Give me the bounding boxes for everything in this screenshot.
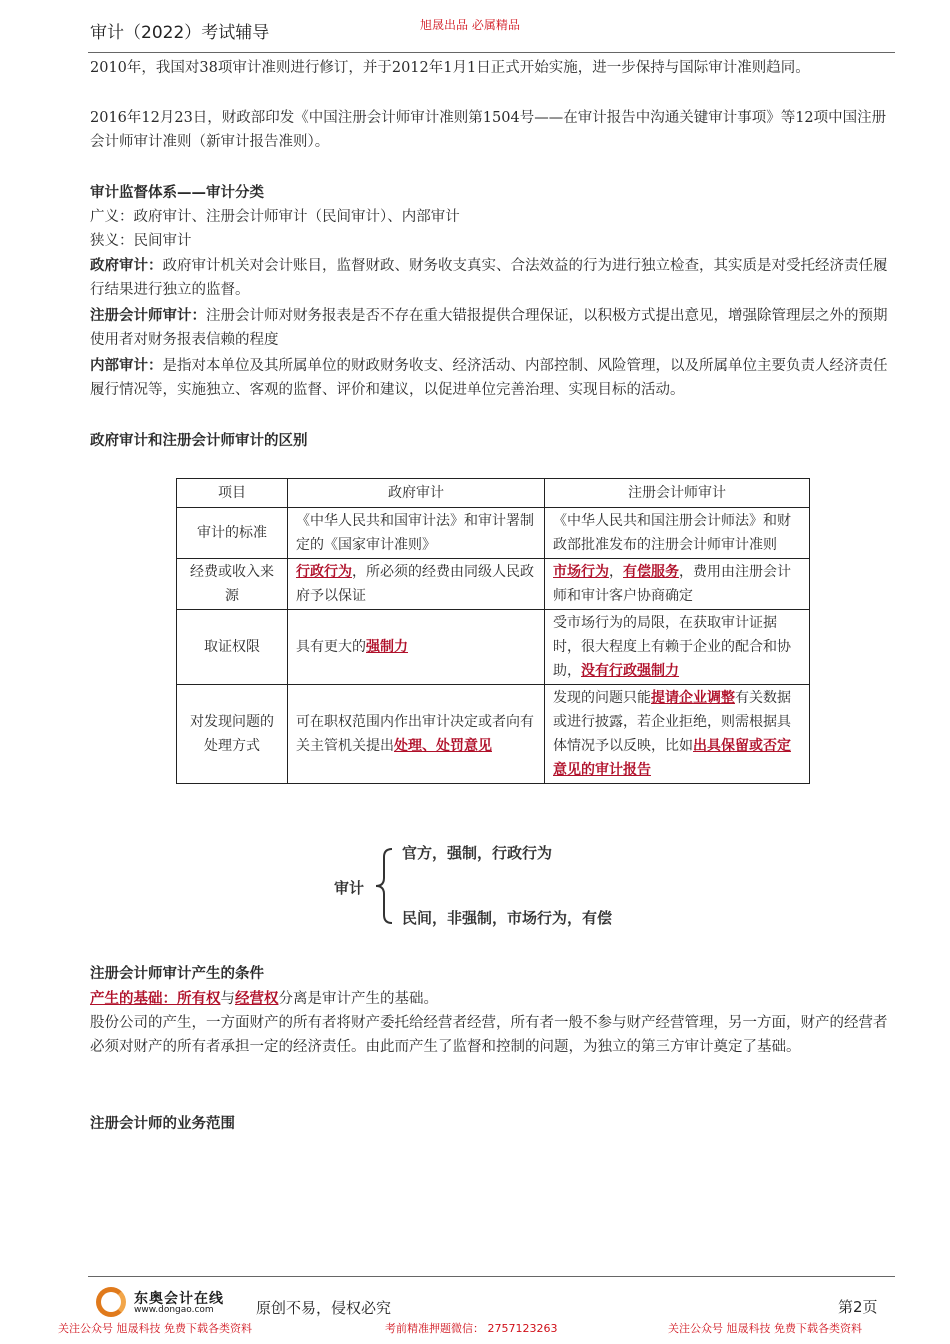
highlight-no-coercive-power: 没有行政强制力 (581, 663, 679, 679)
cpa-audit-definition (90, 304, 896, 352)
conditions-basis (90, 987, 896, 1011)
header-brand-note: 旭晟出品 必属精品 (420, 18, 520, 32)
comparison-table (176, 478, 810, 784)
cell-cpa-standard: 《中华人民共和国注册会计师法》和财政部批准发布的注册会计师审计准则 (545, 508, 810, 559)
internal-audit-text: 是指对本单位及其所属单位的财政财务收支、经济活动、内部控制、风险管理，以及所属单位主要负责人经济责任履行情况等，实施独立、客观的监督、评价和建议，以促进单位完善治理、实现目标的活动。 (90, 358, 888, 398)
row-label-evidence: 取证权限 (177, 610, 288, 685)
highlight-ownership: 产生的基础：所有权 (90, 991, 221, 1007)
cpa-evidence-text: 受市场行为的局限，在获取审计证据时，很大程度上有赖于企业的配合和协助， (553, 615, 791, 679)
promo-left: 关注公众号 旭晟科技 免费下载各类资料 (58, 1322, 252, 1335)
highlight-market-act: 市场行为 (553, 564, 609, 580)
header-cell-item: 项目 (177, 479, 288, 508)
footer-divider (88, 1276, 895, 1277)
cpa-funding-text: ，费用由注册会计师和审计客户协商确定 (553, 564, 791, 604)
highlight-request-adjustment: 提请企业调整 (651, 690, 735, 706)
highlight-coercive-power: 强制力 (366, 639, 408, 655)
section-heading-scope: 注册会计师的业务范围 (90, 1116, 235, 1132)
cell-cpa-handling (545, 685, 810, 784)
diagram-branch-official: 官方，强制，行政行为 (402, 844, 553, 862)
row-label-funding: 经费或收入来源 (177, 559, 288, 610)
table-row-funding (177, 559, 810, 610)
audit-brace-diagram (330, 840, 670, 930)
footer-slogan: 原创不易，侵权必究 (256, 1299, 392, 1317)
separator: ， (609, 564, 623, 580)
cpa-handling-text-2: 有关数据或进行披露，若企业拒绝，则需根据具体情况予以反映，比如 (553, 690, 791, 754)
narrow-definition: 狭义：民间审计 (90, 233, 192, 249)
conditions-explanation: 股份公司的产生，一方面财产的所有者将财产委托给经营者经营，所有者一般不参与财产经营管理，另一方面，财产的经营者必须对财产的所有者承担一定的经济责任。由此而产生了监督和控制的问题，为独立的第三方审计奠定了基础。 (90, 1015, 888, 1055)
cell-cpa-funding (545, 559, 810, 610)
basis-rest: 分离是审计产生的基础。 (278, 991, 438, 1007)
document-header-title: 审计（2022）考试辅导 (90, 23, 270, 43)
footer-logo-name: 东奥会计在线 (134, 1291, 224, 1307)
table-row-standard (177, 508, 810, 559)
government-audit-label: 政府审计： (90, 258, 163, 274)
table-row-handling (177, 685, 810, 784)
cpa-audit-label: 注册会计师审计： (90, 308, 206, 324)
header-cell-government: 政府审计 (288, 479, 545, 508)
promo-right: 关注公众号 旭晟科技 免费下载各类资料 (668, 1322, 862, 1335)
highlight-paid-service: 有偿服务 (623, 564, 679, 580)
highlight-management-right: 经营权 (235, 991, 279, 1007)
government-audit-text: 政府审计机关对会计账目，监督财政、财务收支真实、合法效益的行为进行独立检查，其实质是对受托经济责任履行结果进行独立的监督。 (90, 258, 888, 298)
dongao-logo-icon (96, 1287, 126, 1317)
gov-handling-text: 可在职权范围内作出审计决定或者向有关主管机关提出 (296, 714, 534, 754)
page-number: 第2页 (838, 1298, 878, 1316)
diagram-branch-private: 民间，非强制，市场行为，有偿 (402, 909, 613, 927)
cell-cpa-evidence (545, 610, 810, 685)
footer-logo-url: www.dongao.com (134, 1305, 214, 1315)
cell-gov-evidence (288, 610, 545, 685)
intro-paragraph-2010: 2010年，我国对38项审计准则进行修订，并于2012年1月1日正式开始实施，进一步保持与国际审计准则趋同。 (90, 60, 810, 76)
cpa-handling-text: 发现的问题只能 (553, 690, 651, 706)
table-row-evidence (177, 610, 810, 685)
highlight-penalty-opinion: 处理、处罚意见 (394, 738, 492, 754)
internal-audit-label: 内部审计： (90, 358, 163, 374)
section-heading-comparison: 政府审计和注册会计师审计的区别 (90, 433, 308, 449)
row-label-standard: 审计的标准 (177, 508, 288, 559)
cell-gov-handling (288, 685, 545, 784)
basis-connector: 与 (220, 991, 235, 1007)
cpa-audit-text: 注册会计师对财务报表是否不存在重大错报提供合理保证，以积极方式提出意见，增强除管理层之外的预期使用者对财务报表信赖的程度 (90, 308, 888, 348)
gov-evidence-text: 具有更大的 (296, 639, 366, 655)
cell-gov-funding (288, 559, 545, 610)
broad-definition: 广义：政府审计、注册会计师审计（民间审计）、内部审计 (90, 209, 460, 225)
government-audit-definition (90, 254, 896, 302)
internal-audit-definition (90, 354, 896, 402)
table-header-row (177, 479, 810, 508)
highlight-qualified-opinion: 出具保留或否定意见的审计报告 (553, 738, 791, 778)
gov-funding-text: ，所必须的经费由同级人民政府予以保证 (296, 564, 534, 604)
section-heading-classification: 审计监督体系——审计分类 (90, 185, 264, 201)
header-cell-cpa: 注册会计师审计 (545, 479, 810, 508)
promo-center: 考前精准押题微信： 2757123263 (385, 1322, 558, 1335)
highlight-administrative-act: 行政行为 (296, 564, 352, 580)
cell-gov-standard: 《中华人民共和国审计法》和审计署制定的《国家审计准则》 (288, 508, 545, 559)
section-heading-conditions: 注册会计师审计产生的条件 (90, 966, 264, 982)
diagram-root-label: 审计 (334, 879, 365, 897)
header-divider (88, 52, 895, 53)
row-label-handling: 对发现问题的处理方式 (177, 685, 288, 784)
intro-paragraph-2016: 2016年12月23日，财政部印发《中国注册会计师审计准则第1504号——在审计报告中沟通关键审计事项》等12项中国注册会计师审计准则（新审计报告准则）。 (90, 110, 887, 150)
